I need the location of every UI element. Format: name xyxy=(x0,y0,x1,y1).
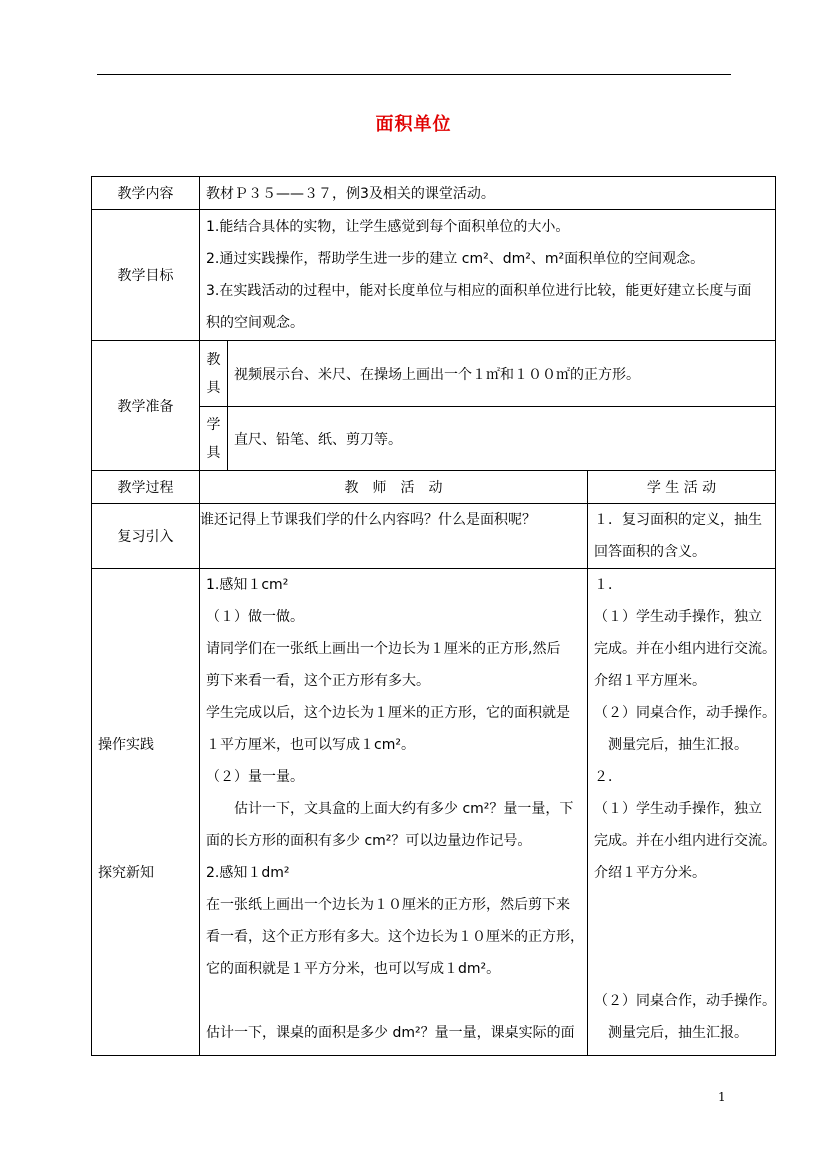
teacher-tool-label-char: 具 xyxy=(206,379,221,396)
teacher-line xyxy=(206,985,587,1017)
teacher-line: 2.感知１dm² xyxy=(206,865,290,881)
student-line: 介绍１平方分米。 xyxy=(594,865,706,881)
review-student-line: 回答面积的含义。 xyxy=(594,544,706,560)
content-text: 教材Ｐ３５——３７，例3及相关的课堂活动。 xyxy=(200,177,776,210)
teacher-line: 看一看，这个正方形有多大。这个边长为１０厘米的正方形， xyxy=(206,929,584,945)
lesson-plan-table xyxy=(91,176,776,1056)
teacher-line: 在一张纸上画出一个边长为１０厘米的正方形，然后剪下来 xyxy=(206,897,570,913)
student-line: 测量完后，抽生汇报。 xyxy=(594,737,748,753)
student-tool-text: 直尺、铅笔、纸、剪刀等。 xyxy=(228,407,776,471)
teacher-tool-label-char: 教 xyxy=(206,351,221,368)
teacher-line: 估计一下，文具盒的上面大约有多少 cm²？量一量，下 xyxy=(206,801,574,817)
practice-label-1: 操作实践 xyxy=(98,737,154,753)
student-line: 介绍１平方厘米。 xyxy=(594,673,706,689)
student-gap xyxy=(594,889,775,921)
review-label: 复习引入 xyxy=(92,504,200,569)
row-review xyxy=(92,504,776,569)
teacher-tool-text: 视频展示台、米尺、在操场上画出一个１㎡和１００㎡的正方形。 xyxy=(228,341,776,407)
row-goals xyxy=(92,210,776,341)
goal-line: 2.通过实践操作，帮助学生进一步的建立 cm²、dm²、m²面积单位的空间观念。 xyxy=(206,251,705,267)
student-gap xyxy=(594,921,775,953)
student-line: 完成。并在小组内进行交流。 xyxy=(594,641,776,657)
student-line: 完成。并在小组内进行交流。 xyxy=(594,833,776,849)
process-label: 教学过程 xyxy=(92,471,200,504)
review-student-line: １．复习面积的定义，抽生 xyxy=(594,512,762,528)
review-teacher-line: 谁还记得上节课我们学的什么内容吗？什么是面积呢？ xyxy=(200,512,536,528)
teacher-line: 面的长方形的面积有多少 cm²？可以边量边作记号。 xyxy=(206,833,532,849)
student-activity-header: 学 生 活 动 xyxy=(588,471,776,504)
goal-line: 积的空间观念。 xyxy=(206,315,304,331)
practice-student-text xyxy=(588,569,776,1056)
student-tool-label-char: 具 xyxy=(206,444,221,461)
goals-label: 教学目标 xyxy=(92,210,200,341)
teacher-line: （１）做一做。 xyxy=(206,609,304,625)
student-line: （２）同桌合作，动手操作。 xyxy=(594,705,776,721)
student-tool-label-char: 学 xyxy=(206,416,221,433)
row-practice xyxy=(92,569,776,1056)
practice-teacher-text xyxy=(200,569,588,1056)
row-process-header xyxy=(92,471,776,504)
teacher-line: （２）量一量。 xyxy=(206,769,304,785)
practice-label-2: 探究新知 xyxy=(98,865,154,881)
teacher-line: 估计一下，课桌的面积是多少 dm²？量一量，课桌实际的面 xyxy=(206,1025,575,1041)
teacher-line: 学生完成以后，这个边长为１厘米的正方形，它的面积就是 xyxy=(206,705,570,721)
student-line: １． xyxy=(594,577,622,593)
teacher-line: 请同学们在一张纸上画出一个边长为１厘米的正方形,然后 xyxy=(206,641,561,657)
teacher-line: １平方厘米，也可以写成１cm²。 xyxy=(206,737,415,753)
student-line: 测量完后，抽生汇报。 xyxy=(594,1025,748,1041)
review-teacher-text xyxy=(200,504,588,569)
row-prep-teacher xyxy=(92,341,776,407)
teacher-tool-label xyxy=(200,341,228,407)
teacher-line: 它的面积就是１平方分米，也可以写成１dm²。 xyxy=(206,961,501,977)
page-title: 面积单位 xyxy=(375,114,452,135)
content-label: 教学内容 xyxy=(92,177,200,210)
goal-line: 3.在实践活动的过程中，能对长度单位与相应的面积单位进行比较，能更好建立长度与面 xyxy=(206,283,752,299)
practice-labels xyxy=(92,569,200,1056)
goal-line: 1.能结合具体的实物，让学生感觉到每个面积单位的大小。 xyxy=(206,219,570,235)
review-student-text xyxy=(588,504,776,569)
student-tool-label xyxy=(200,407,228,471)
row-content xyxy=(92,177,776,210)
teacher-line: 剪下来看一看，这个正方形有多大。 xyxy=(206,673,430,689)
student-line: （１）学生动手操作，独立 xyxy=(594,801,762,817)
header-rule xyxy=(97,74,731,75)
student-line: ２． xyxy=(594,769,622,785)
student-gap xyxy=(594,953,775,985)
student-line: （１）学生动手操作，独立 xyxy=(594,609,762,625)
goals-text xyxy=(200,210,776,341)
page-number: 1 xyxy=(718,1090,726,1104)
teacher-activity-header: 教 师 活 动 xyxy=(200,471,588,504)
student-line: （２）同桌合作，动手操作。 xyxy=(594,993,776,1009)
prep-label: 教学准备 xyxy=(92,341,200,471)
teacher-line: 1.感知１cm² xyxy=(206,577,289,593)
